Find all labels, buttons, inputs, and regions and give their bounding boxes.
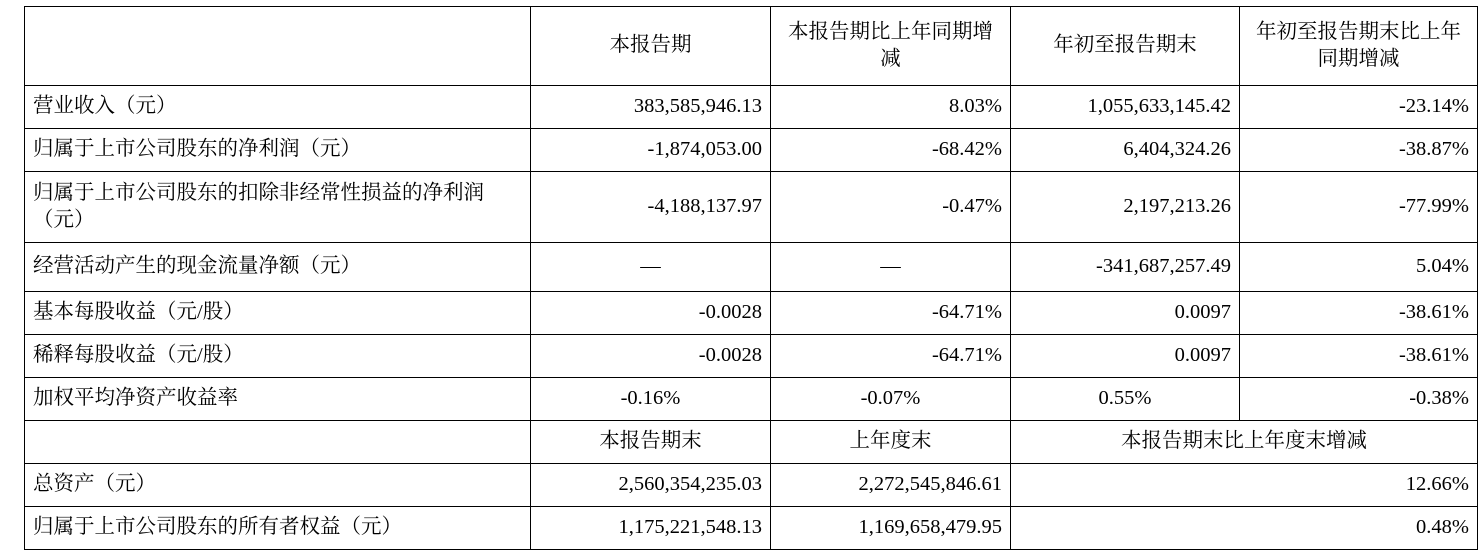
row-value: -0.16%: [531, 378, 771, 421]
row-label: 稀释每股收益（元/股）: [25, 335, 531, 378]
financial-summary-sheet: [0, 6, 1481, 539]
row-value: 8.03%: [771, 86, 1011, 129]
table-row: [25, 129, 1478, 172]
row-value: —: [771, 243, 1011, 292]
row-label: 经营活动产生的现金流量净额（元）: [25, 243, 531, 292]
row-value: -1,874,053.00: [531, 129, 771, 172]
row-value: -341,687,257.49: [1011, 243, 1240, 292]
table-subheader-row: [25, 421, 1478, 464]
table-row: [25, 172, 1478, 243]
row-value: -23.14%: [1240, 86, 1478, 129]
row-label: 总资产（元）: [25, 464, 531, 507]
row-label: 归属于上市公司股东的净利润（元）: [25, 129, 531, 172]
header-corner-cell: [25, 7, 531, 86]
row-value: 2,197,213.26: [1011, 172, 1240, 243]
row-label: 加权平均净资产收益率: [25, 378, 531, 421]
subheader-col-period-end: 本报告期末: [531, 421, 771, 464]
row-value: -0.0028: [531, 292, 771, 335]
row-value: -0.38%: [1240, 378, 1478, 421]
row-value: -77.99%: [1240, 172, 1478, 243]
row-label: 归属于上市公司股东的扣除非经常性损益的净利润（元）: [25, 172, 531, 243]
row-value: -0.0028: [531, 335, 771, 378]
row-value: -68.42%: [771, 129, 1011, 172]
row-value: 1,169,658,479.95: [771, 507, 1011, 550]
table-header-row: [25, 7, 1478, 86]
table-row: [25, 507, 1478, 550]
subheader-corner-cell: [25, 421, 531, 464]
row-value: 2,272,545,846.61: [771, 464, 1011, 507]
table-row: [25, 243, 1478, 292]
table-row: [25, 335, 1478, 378]
subheader-col-change: 本报告期末比上年度末增减: [1011, 421, 1478, 464]
row-value: 1,055,633,145.42: [1011, 86, 1240, 129]
row-value: -4,188,137.97: [531, 172, 771, 243]
subheader-col-prior-year-end: 上年度末: [771, 421, 1011, 464]
row-value: 0.55%: [1011, 378, 1240, 421]
row-value: 383,585,946.13: [531, 86, 771, 129]
row-value: -38.61%: [1240, 335, 1478, 378]
row-value: 12.66%: [1011, 464, 1478, 507]
row-label: 归属于上市公司股东的所有者权益（元）: [25, 507, 531, 550]
row-value: -0.47%: [771, 172, 1011, 243]
row-value: 0.0097: [1011, 292, 1240, 335]
header-col-current-period: 本报告期: [531, 7, 771, 86]
header-col-ytd: 年初至报告期末: [1011, 7, 1240, 86]
row-value: -38.87%: [1240, 129, 1478, 172]
row-label: 营业收入（元）: [25, 86, 531, 129]
row-value: —: [531, 243, 771, 292]
table-row: [25, 464, 1478, 507]
row-value: 0.48%: [1011, 507, 1478, 550]
row-value: -0.07%: [771, 378, 1011, 421]
table-row: [25, 292, 1478, 335]
row-value: -64.71%: [771, 292, 1011, 335]
row-value: -64.71%: [771, 335, 1011, 378]
header-col-ytd-yoy: 年初至报告期末比上年同期增减: [1240, 7, 1478, 86]
row-value: 5.04%: [1240, 243, 1478, 292]
financial-summary-table: [24, 6, 1478, 550]
row-label: 基本每股收益（元/股）: [25, 292, 531, 335]
row-value: -38.61%: [1240, 292, 1478, 335]
table-row: [25, 378, 1478, 421]
row-value: 1,175,221,548.13: [531, 507, 771, 550]
row-value: 6,404,324.26: [1011, 129, 1240, 172]
header-col-current-period-yoy: 本报告期比上年同期增减: [771, 7, 1011, 86]
row-value: 0.0097: [1011, 335, 1240, 378]
row-value: 2,560,354,235.03: [531, 464, 771, 507]
table-row: [25, 86, 1478, 129]
